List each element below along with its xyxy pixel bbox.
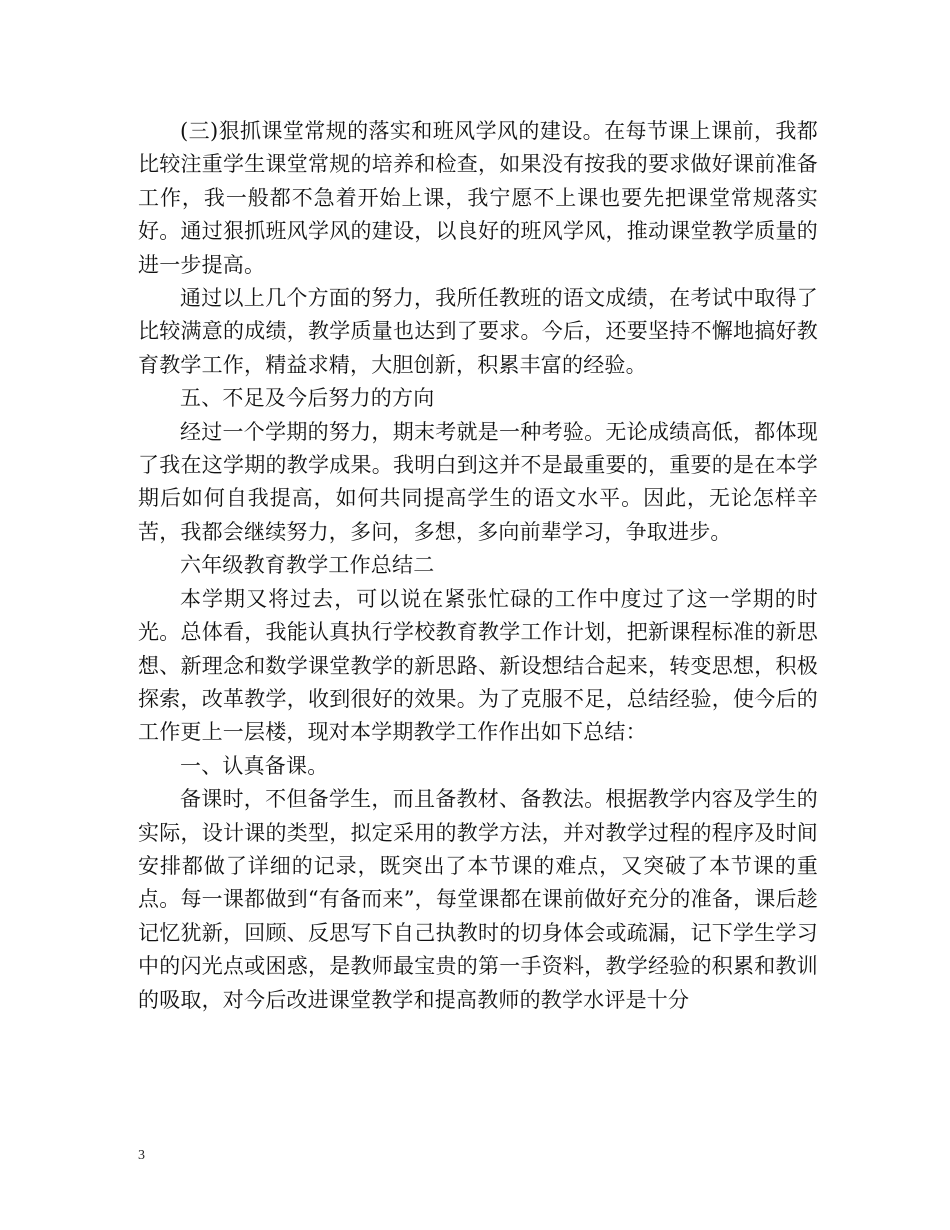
page-number: 3 <box>138 1148 145 1163</box>
paragraph-results-summary: 通过以上几个方面的努力，我所任教班的语文成绩，在考试中取得了比较满意的成绩，教学质量也达到了要求。今后，还要坚持不懈地搞好教育教学工作，精益求精，大胆创新，积累丰富的经验。 <box>138 286 818 377</box>
paragraph-lesson-preparation: 备课时，不但备学生，而且备教材、备教法。根据教学内容及学生的实际，设计课的类型，拟定采用的教学方法，并对教学过程的程序及时间安排都做了详细的记录，既突出了本节课的难点，又突破了本节课的重点。每一课都做到“有备而来”，每堂课都在课前做好充分的准备，课后趁记忆犹新，回顾、反思写下自己执教时的切身体会或疏漏，记下学生学习中的闪光点或困惑，是教师最宝贵的第一手资料，教学经验的积累和教训的吸取，对今后改进课堂教学和提高教师的教学水评是十分 <box>138 787 818 1012</box>
heading-shortcomings: 五、不足及今后努力的方向 <box>180 386 435 411</box>
heading-summary-two: 六年级教育教学工作总结二 <box>180 553 435 578</box>
heading-lesson-preparation: 一、认真备课。 <box>180 753 329 778</box>
document-body <box>138 115 818 1017</box>
paragraph-classroom-routine: (三)狠抓课堂常规的落实和班风学风的建设。在每节课上课前，我都比较注重学生课堂常规的培养和检查，如果没有按我的要求做好课前准备工作，我一般都不急着开始上课，我宁愿不上课也要先把课堂常规落实好。通过狠抓班风学风的建设，以良好的班风学风，推动课堂教学质量的进一步提高。 <box>138 119 818 277</box>
paragraph-shortcomings: 经过一个学期的努力，期末考就是一种考验。无论成绩高低，都体现了我在这学期的教学成果。我明白到这并不是最重要的，重要的是在本学期后如何自我提高，如何共同提高学生的语文水平。因此，无论怎样辛苦，我都会继续努力，多问，多想，多向前辈学习，争取进步。 <box>138 419 818 544</box>
paragraph-semester-overview: 本学期又将过去，可以说在紧张忙碌的工作中度过了这一学期的时光。总体看，我能认真执行学校教育教学工作计划，把新课程标准的新思想、新理念和数学课堂教学的新思路、新设想结合起来，转变思想，积极探索，改革教学，收到很好的效果。为了克服不足，总结经验，使今后的工作更上一层楼，现对本学期教学工作作出如下总结： <box>138 586 818 745</box>
